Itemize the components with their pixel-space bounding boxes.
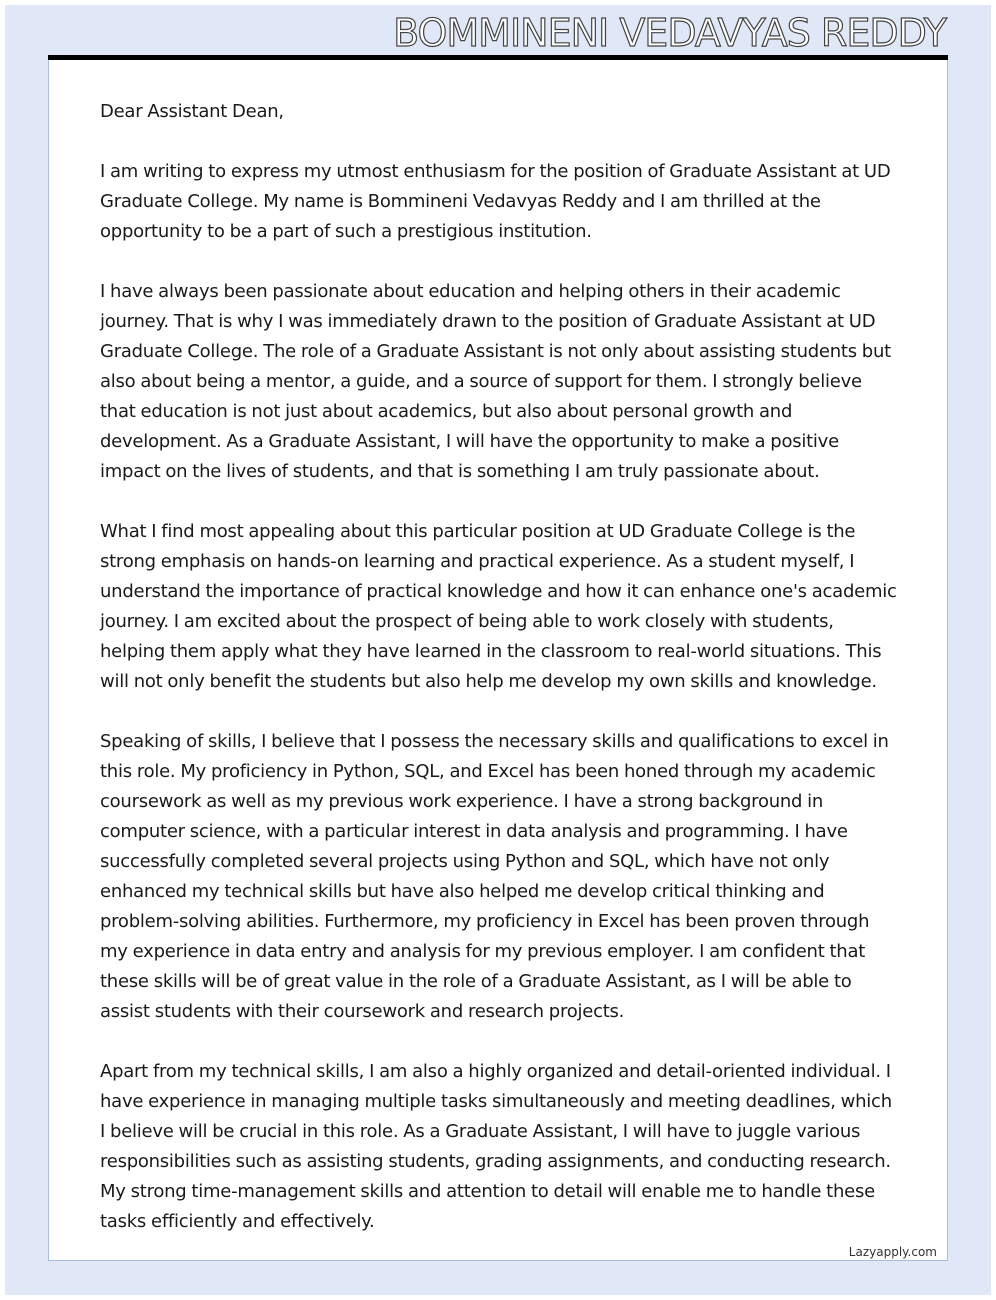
letter-paragraph-3: What I find most appealing about this particular position at UD Graduate College is the strong emphasis on hands-on learning and practical experience. As a student myself, I understand the importance of practical knowledge and how it can enhance one's academic journey. I am excited about the prospect of being able to work closely with students, helping them apply what they have learned in the classroom to real-world situations. This will not only benefit the students but also help me develop my own skills and knowledge. bbox=[100, 521, 897, 692]
letter-salutation: Dear Assistant Dean, bbox=[100, 101, 284, 122]
letter-page bbox=[48, 60, 948, 1261]
letter-paragraph-5: Apart from my technical skills, I am also a highly organized and detail-oriented individual. I have experience in managing multiple tasks simultaneously and meeting deadlines, which I believe will be crucial in this role. As a Graduate Assistant, I will have to juggle various responsibilities such as assisting students, grading assignments, and conducting research. My strong time-management skills and attention to detail will enable me to handle these tasks efficiently and effectively. bbox=[100, 1061, 892, 1232]
letter-body bbox=[100, 97, 898, 1261]
letter-paragraph-1: I am writing to express my utmost enthusiasm for the position of Graduate Assistant at UD Graduate College. My name is Bommineni Vedavyas Reddy and I am thrilled at the opportunity to be a part of such a prestigious institution. bbox=[100, 161, 891, 242]
watermark-text: Lazyapply.com bbox=[843, 1244, 937, 1260]
letter-paragraph-2: I have always been passionate about education and helping others in their academic journey. That is why I was immediately drawn to the position of Graduate Assistant at UD Graduate College. The role of a Graduate Assistant is not only about assisting students but also about being a mentor, a guide, and a source of support for them. I strongly believe that education is not just about academics, but also about personal growth and development. As a Graduate Assistant, I will have the opportunity to make a positive impact on the lives of students, and that is something I am truly passionate about. bbox=[100, 281, 891, 482]
letter-paragraph-4: Speaking of skills, I believe that I possess the necessary skills and qualifications to excel in this role. My proficiency in Python, SQL, and Excel has been honed through my academic coursework as well as my previous work experience. I have a strong background in computer science, with a particular interest in data analysis and programming. I have successfully completed several projects using Python and SQL, which have not only enhanced my technical skills but have also helped me develop critical thinking and problem-solving abilities. Furthermore, my proficiency in Excel has been proven through my experience in data entry and analysis for my previous employer. I am confident that these skills will be of great value in the role of a Graduate Assistant, as I will be able to assist students with their coursework and research projects. bbox=[100, 731, 889, 1022]
applicant-name-heading: BOMMINENI VEDAVYAS REDDY bbox=[393, 11, 946, 55]
